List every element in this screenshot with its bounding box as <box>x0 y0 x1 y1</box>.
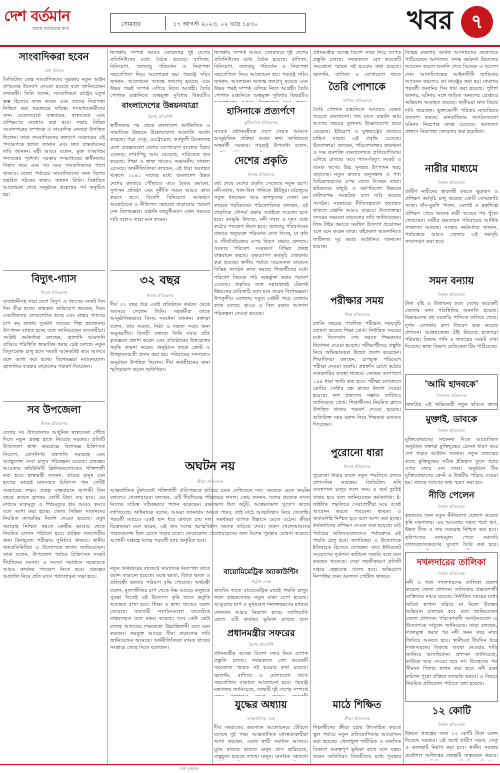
article-nature[interactable] <box>214 154 308 454</box>
headline: যুদ্ধের অধ্যায় <box>234 700 288 711</box>
article-policy[interactable] <box>405 488 498 550</box>
article-body: নদী ও খাল দখলদারদের তালিকা প্রকাশ করেছে জেলা প্রশাসন। তালিকায় প্রভাবশালী ব্যক্তিদের নামও রয়েছে। নির্ধারিত সময়ের মধ্যে অবৈধ স্থাপনা সরিয়ে না নিলে উচ্ছেদ অভিযান চালানো হবে বলে জানিয়েছেন জেলা প্রশাসক। পরিবেশবাদী সংগঠনগুলো এ উদ্যোগকে সাধুবাদ জানিয়েছে। তারা বলছেন, দখলমুক্ত করার পর নদী খনন করে নাব্য ফিরিয়ে আনতে হবে। স্থানীয়রা দীর্ঘদিন ধরে দখলদারদের বিরুদ্ধে ব্যবস্থা নেওয়ার দাবি জানিয়ে আসছিলেন। প্রশাসন জানিয়েছে, কাউকে ছাড় দেওয়া হবে না। উচ্ছেদের পর সীমানা পিলার স্থাপন করা হবে। নদী রক্ষা কমিশন পুরো প্রক্রিয়া তদারকি করবে। এ বিষয়ে নিয়মিত প্রতিবেদন পাঠাতে বলা হয়েছে। <box>406 580 497 687</box>
masthead-rule <box>0 45 500 47</box>
byline: বিশেষ প্রতিনিধি <box>248 642 274 647</box>
byline: শিক্ষা প্রতিবেদক <box>344 312 370 317</box>
byline: নিজস্ব প্রতিবেদক <box>438 292 465 297</box>
article-body: গ্রামীণ নারীদের স্বাবলম্বী করতে ক্ষুদ্রঋণ ও প্রশিক্ষণ কর্মসূচি চালু করেছে একটি বেসরকারি সংস্থা। হাঁস-মুরগি পালন, সেলাই ও হস্তশিল্পে প্রশিক্ষণ পেয়ে অনেক নারী আয়ের পথ খুঁজে পেয়েছেন। নারীর ক্ষমতায়ন পরিবারের আর্থিক সচ্ছলতা আনছে। সংস্থার কর্মকর্তারা জানান, পর্যায়ক্রমে আরও জেলায় এই কর্মসূচি সম্প্রসারণ করা হবে। <box>405 189 498 246</box>
headline: পরীক্ষার সময় <box>330 296 384 307</box>
article-col4-lead[interactable] <box>313 50 401 78</box>
headline: পুরোনো ধারা <box>330 448 384 459</box>
article-prison[interactable] <box>405 50 498 160</box>
headline: প্রধানমন্ত্রীর সফরের <box>227 629 295 639</box>
article-extradition[interactable] <box>214 104 308 152</box>
column-divider <box>212 49 213 764</box>
article-body: নতুন অর্থবছরের বাজেটে সামাজিক নিরাপত্তা খাতে বরাদ্দ বাড়ানো হয়েছে। বয়স্ক ভাতা, বিধবা ভাতা ও প্রতিবন্ধী ভাতার পরিমাণ বৃদ্ধি পেয়েছে। অর্থমন্ত্রী বলেন, মূল্যস্ফীতির চাপ থেকে নিম্ন আয়ের মানুষকে সুরক্ষা দিতেই এই উদ্যোগ। কৃষি খাতে ভর্তুকি অব্যাহত রাখা হবে। শিক্ষা ও স্বাস্থ্য খাতেও বরাদ্দ বেড়েছে। ব্যবসায়ী সংগঠনগুলো বাজেটকে বাস্তবসম্মত বলে মন্তব্য করেছে। তবে কেউ কেউ রাজস্ব আদায়ের লক্ষ্যমাত্রা উচ্চাভিলাষী বলে মনে করছেন। করমুক্ত আয়ের সীমা বাড়ানোর দাবি জানিয়েছেন অনেকে। অর্থনীতিবিদরা ব্যাংক খাতের সংস্কারে জোর দিতে বলেছেন। <box>110 566 210 652</box>
article-body: স্বাধীনতার পর থেকে বাংলাদেশ অর্থনৈতিক ও সামাজিক উন্নয়নে উল্লেখযোগ্য অগ্রগতি অর্জন করেছে। পদ্মা সেতু, মেট্রোরেল, কর্ণফুলী টানেলসহ মেগা প্রকল্পগুলো দেশের যোগাযোগ ব্যবস্থায় বিপ্লব এনেছে। মাথাপিছু আয় বেড়েছে, দারিদ্র্যের হার কমেছে। শিক্ষা ও স্বাস্থ্য খাতেও অভাবনীয় সাফল্য এসেছে। অর্থনীতিবিদরা বলছেন, এই ধারা অব্যাহত থাকলে ২০৪১ সালের মধ্যে বাংলাদেশ উন্নত দেশের কাতারে পৌঁছাবে। তবে বৈষম্য কমানো, সুশাসন প্রতিষ্ঠা এবং দুর্নীতি দমনে আরও কাজ করতে হবে। বিদেশি বিনিয়োগ আকর্ষণে অবকাঠামো ও নীতিগত সহায়তা বাড়ানোর পরামর্শ দেন বিশেষজ্ঞরা। রপ্তানি বহুমুখীকরণ এখন সময়ের দাবি বলেও তারা মনে করেন। <box>110 123 210 223</box>
article-old-system[interactable] <box>313 446 401 626</box>
article-divider <box>3 401 105 402</box>
article-body: রাজধানীসহ সারা দেশে বিদ্যুৎ ও গ্যাসের সংকট দিন দিন তীব্র হচ্ছে। গ্রাহকরা অভিযোগ করছেন, দিনে একাধিকবার লোডশেডিং হচ্ছে এবং রান্নার গ্যাসের চাপ কম থাকায় দুর্ভোগ বাড়ছে। শিল্প কারখানায় উৎপাদন ব্যাহত হচ্ছে বলে জানিয়েছেন ব্যবসায়ীরা। সংশ্লিষ্ট কর্মকর্তারা বলছেন, জ্বালানি আমদানি বাড়িয়ে পরিস্থিতি স্বাভাবিক করার চেষ্টা চলছে। নতুন বিদ্যুৎকেন্দ্র চালু হলে সংকট অনেকটাই কমে আসবে বলে আশা করা হচ্ছে। বিশেষজ্ঞরা নবায়নযোগ্য জ্বালানির ব্যবহার বাড়ানোর পরামর্শ দিয়েছেন। <box>3 299 105 370</box>
article-war-chapter[interactable] <box>214 698 308 761</box>
headline: বাংলাদেশের উন্নয়নযাত্রা <box>121 100 199 110</box>
article-body: দীর্ঘ সংঘাতের অবসানে আলোচনার টেবিলে বসেছে দুই পক্ষ। আন্তর্জাতিক মধ্যস্থতাকারীরা আশা করছেন, এবার স্থায়ী সমাধান আসবে। যুদ্ধে হাজার হাজার মানুষ প্রাণ হারিয়েছে, বাস্তুচ্যুত হয়েছে লাখো মানুষ। মানবিক সহায়তা <box>214 725 308 760</box>
column-divider <box>403 49 404 764</box>
byline: আন্তর্জাতিক ডেস্ক <box>247 716 275 721</box>
article-body: সাবেক প্রধানমন্ত্রীকে দেশে ফেরত আনতে আনুষ্ঠানিক প্রক্রিয়া শুরুর কথা জানিয়েছে অন্তর্বর্তী সরকার। পররাষ্ট্র উপদেষ্টা বলেন, <box>214 129 308 150</box>
headline: বায়োমিমেট্রিক অ্যাকাউন্টিং <box>223 567 299 576</box>
byline: নিজস্ব প্রতিবেদক <box>343 464 371 469</box>
article-body: প্রধানমন্ত্রীর আসন্ন বিদেশ সফর নিয়ে ব্যাপক প্রস্তুতি চলছে। সফরকালে বেশ কয়েকটি সমঝোতা স্মারক সই হওয়ার কথা রয়েছে। জ্বালানি, বাণিজ্য ও যোগাযোগ খাতে <box>313 50 401 78</box>
byline: নিজস্ব প্রতিবেদক <box>438 428 465 433</box>
headline: সব উপজেলা <box>27 405 81 416</box>
article-body: প্রধানমন্ত্রীর আসন্ন বিদেশ সফর নিয়ে ব্যাপক প্রস্তুতি চলছে। সফরকালে বেশ কয়েকটি সমঝোতা স্মারক সই হওয়ার কথা রয়েছে। জ্বালানি, বাণিজ্য ও যোগাযোগ খাতে সহযোগিতা বাড়াতে আলোচনা হবে। পররাষ্ট্র মন্ত্রণালয় জানিয়েছে, সফরটি দুই দেশের সম্পর্কে <box>214 651 308 694</box>
byline: নিজস্ব প্রতিবেদক <box>146 293 174 298</box>
byline: প্রযুক্তি ডেস্ক <box>251 579 271 584</box>
byline: ক্রীড়া প্রতিবেদক <box>344 716 370 721</box>
article-col2-bottom[interactable] <box>110 566 210 761</box>
byline: ক্রীড়া প্রতিবেদক <box>197 479 223 484</box>
article-body: কৃষকদের জন্য নতুন নীতিমালা ঘোষণা করেছে কৃষি মন্ত্রণালয়। এর আওতায় সহজ শর্তে ঋণ, উন্নত বীজ ও সার সরবরাহ নিশ্চিত করা হবে। কৃষিপণ্যের ন্যায্যমূল্য পেতে সরাসরি বাজারজাতকরণের সুযোগ তৈরি করা হবে। <box>405 513 498 548</box>
byline: বিনোদন প্রতিবেদক <box>436 393 467 398</box>
headline: সাংবাদিকরা হবেন <box>18 52 90 63</box>
issue-date: ১৭ আগস্ট ২০২৩, ০২ ভাদ্র ১৪৩০ <box>173 21 258 28</box>
column-divider <box>107 49 108 764</box>
headline: ১২ কোটি <box>432 706 471 717</box>
article-power-gas[interactable] <box>3 272 105 399</box>
article-body: দেশের সব উপজেলায় আধুনিক স্বাস্থ্যসেবা পৌঁছে দিতে নতুন প্রকল্প হাতে নিয়েছে সরকার। প্রতিটি উপজেলা স্বাস্থ্য কমপ্লেক্সে বিশেষজ্ঞ চিকিৎসক নিয়োগ, রোগনির্ণয় যন্ত্রপাতি সরবরাহ এবং অ্যাম্বুলেন্স সেবা চালুর পরিকল্পনা রয়েছে। প্রকল্পের আওতায় কমিউনিটি ক্লিনিকগুলোকেও শক্তিশালী করা হবে। স্বাস্থ্যমন্ত্রী জানান, গ্রামের মানুষ যেন হাতের কাছেই মানসম্মত চিকিৎসা পান সেটিই সরকারের লক্ষ্য। প্রকল্প বাস্তবায়নে আগামী তিন বছরে কয়েক হাজার কোটি টাকা ব্যয় হবে। এর মাধ্যমে মাতৃমৃত্যু ও শিশুমৃত্যুর হার আরও কমবে বলে আশা করা হচ্ছে। জেলা সিভিল সার্জনদের নিয়মিত তদারকির নির্দেশ দেওয়া হয়েছে। ওষুধ সরবরাহ নিশ্চিত করতে কেন্দ্রীয় ভাণ্ডার থেকে নিয়মিত চালান পাঠানো হবে। প্রান্তিক জনগোষ্ঠীর জন্য বিনামূল্যে পরীক্ষার সুবিধাও থাকবে। স্থানীয় জনপ্রতিনিধিরা এ উদ্যোগকে স্বাগত জানিয়েছেন। তারা বলেন, উপজেলা পর্যায়ে চিকিৎসক সংকট দীর্ঘদিনের সমস্যা। এ সমস্যা সমাধানে সরকারকে আরও কার্যকর পদক্ষেপ নিতে হবে। প্রকল্পের অগ্রগতি নিয়ে প্রতি মাসে পর্যালোচনা সভা হবে। <box>3 430 105 581</box>
article-not-accident[interactable] <box>110 458 310 564</box>
brand-tagline: অবাধ বর্তমানের কথা <box>32 27 70 32</box>
byline: বিশেষ প্রতিনিধি <box>147 114 173 119</box>
article-body: জনপ্রিয় এই অভিনেত্রী নতুন ছবিতে কাজ <box>406 402 497 408</box>
headline: নারীর মাধ্যমে <box>425 164 478 175</box>
article-divider <box>110 270 210 271</box>
article-freedom-fighters[interactable] <box>405 412 498 486</box>
byline: নিজস্ব প্রতিবেদক <box>438 504 465 509</box>
article-journalists[interactable] <box>3 50 105 268</box>
headline: তৈরি পোশাকে <box>328 82 386 93</box>
article-body: পুরোনো ধারার বদলে নতুন পদ্ধতিতে চলবে প্রশাসনিক কার্যক্রম। ডিজিটাল নথি ব্যবস্থাপনা চালুর ফলে সময় ও অর্থ দুটোই সাশ্রয় হবে বলে জানিয়েছেন কর্মকর্তারা। ই-ফাইলিং পদ্ধতিতে সেবাপ্রার্থীরা ঘরে বসেই আবেদন করতে পারবেন। স্বচ্ছতা ও জবাবদিহি নিশ্চিত হবে বলে আশা করা হচ্ছে। কর্মকর্তাদের প্রশিক্ষণ দেওয়া শুরু হয়েছে। মাঠ পর্যায়ের অফিসগুলোতেও পর্যায়ক্রমে এই পদ্ধতি চালু হবে। নাগরিকরা এ উদ্যোগকে ইতিবাচক হিসেবে দেখছেন। তবে ইন্টারনেট সংযোগের দুর্বলতা কাটানো জরুরি বলে মনে করছেন অনেকে। সেবা সহজীকরণে প্রতিটি দপ্তরে হেল্পডেস্ক খোলা হবে। অভিযোগ নিষ্পত্তির জন্য আলাদা পোর্টাল থাকবে। <box>313 473 401 580</box>
byline: নিজস্ব প্রতিবেদক <box>247 172 275 177</box>
footer-text: দেশ বর্তমান <box>180 766 199 771</box>
brand-name: দেশ বর্তমান <box>4 7 70 25</box>
byline: নিজস্ব প্রতিবেদক <box>40 290 68 295</box>
article-12-crore[interactable] <box>405 704 498 761</box>
article-body: দীর্ঘ ৩২ বছর ধরে একই প্রতিষ্ঠানে কর্মরত থেকে অবসরে গেলেন তিনি। সহকর্মীরা তাকে আনুষ্ঠানিকভাবে বিদায় সংবর্ধনা জানান। বক্তারা বলেন, তার সততা, নিষ্ঠা ও দক্ষতা সবার জন্য অনুকরণীয়। বিদায়ী বক্তব্যে তিনি সবার প্রতি কৃতজ্ঞতা প্রকাশ করেন এবং প্রতিষ্ঠানের উত্তরোত্তর সমৃদ্ধি কামনা করেন। অনুষ্ঠানে তাকে ক্রেস্ট ও উপহারসামগ্রী প্রদান করা হয়। পরিবারের সদস্যরাও অনুষ্ঠানে উপস্থিত ছিলেন। দীর্ঘ কর্মজীবনের নানা স্মৃতিচারণা করেন অতিথিরা। <box>110 302 210 373</box>
article-exam-time[interactable] <box>313 294 401 444</box>
headline: সমন বন্যায় <box>429 276 474 287</box>
article-body: টানা বৃষ্টি ও উজানের ঢলে দেশের কয়েকটি জেলায় বন্যা পরিস্থিতির অবনতি হয়েছে। নিম্নাঞ্চলের বহু ঘরবাড়ি পানিতে তলিয়ে গেছে। দুর্গত এলাকায় ত্রাণ বিতরণ শুরু করেছে প্রশাসন। আশ্রয়কেন্দ্রে ঠাঁই নিয়েছে হাজারো পরিবার। বিশুদ্ধ পানি ও খাবারের সংকট দেখা দিয়েছে। স্বাস্থ্য বিভাগ মেডিকেল টিম পাঠিয়েছে। <box>405 301 498 351</box>
headline: ৩২ বছর <box>139 273 181 287</box>
article-women[interactable] <box>405 162 498 272</box>
headline: হাসিনাকে প্রত্যর্পণে <box>226 107 296 117</box>
article-divider <box>3 270 105 271</box>
headline: মুক্তাই, ডাবকে <box>425 415 478 425</box>
article-flood[interactable] <box>405 274 498 372</box>
byline: নিজস্ব প্রতিবেদক <box>438 722 465 727</box>
article-body: মুক্তিযোদ্ধাদের সম্মাননা দিতে আয়োজিত অনুষ্ঠানে বক্তারা মুক্তিযুদ্ধের চেতনা ধারণ করে দেশ গড়ার আহ্বান জানান। নতুন প্রজন্মের কাছে মুক্তিযুদ্ধের সঠিক ইতিহাস তুলে ধরার ওপর জোর দেন তারা। অনুষ্ঠানে বীর মুক্তিযোদ্ধাদের ক্রেস্ট ও উত্তরীয় পরিয়ে দেওয়া হয়। তাদের ত্যাগের কথা স্মরণ করা হয়। <box>405 437 498 486</box>
byline: বাণিজ্য প্রতিবেদক <box>342 98 372 103</box>
article-body: শিক্ষার্থীদের ক্রীড়া চর্চায় উৎসাহিত করতে স্কুল পর্যায়ে নতুন প্রতিযোগিতার আয়োজন করা হয়েছে। খেলাধুলা শারীরিক ও মানসিক বিকাশে গুরুত্বপূর্ণ ভূমিকা রাখে বলে মন্তব্য করেন অতিথিরা। বিজয়ীদের মধ্যে পুরস্কার <box>313 725 401 760</box>
article-rmg[interactable] <box>313 80 401 292</box>
byline: নিজস্ব প্রতিবেদক <box>40 421 68 426</box>
headline: 'আমি হাদবকে' <box>424 380 479 390</box>
article-development[interactable] <box>110 100 210 268</box>
article-all-upazila[interactable] <box>3 403 105 761</box>
article-pm-visit[interactable] <box>214 626 308 696</box>
article-body: ডিজিটাল ডেস্ক সাংবাদিকদের সুরক্ষায় নতুন আইন প্রণয়নের উদ্যোগ নেওয়া হয়েছে বলে জানিয়েছেন তথ্যমন্ত্রী। তিনি বলেন, সাংবাদিকরা রাষ্ট্রের চতুর্থ স্তম্ভ হিসেবে কাজ করেন এবং তাদের নিরাপত্তা নিশ্চিত করা সরকারের দায়িত্ব। গণমাধ্যমকর্মীদের জন্য ওয়েজবোর্ড বাস্তবায়ন, স্বাস্থ্যসেবা এবং প্রশিক্ষণের ব্যবস্থাও করা হবে। সভায় বিভিন্ন সংবাদপত্রের সম্পাদক ও সাংবাদিক নেতারা উপস্থিত ছিলেন। তারা সাংবাদিকদের কল্যাণে সরকারের এই পদক্ষেপকে স্বাগত জানান এবং দ্রুত বাস্তবায়নের দাবি জানান। মন্ত্রী আরও বলেন, মুক্ত গণমাধ্যম গণতন্ত্রের পূর্বশর্ত। সরকার গণমাধ্যমের স্বাধীনতায় বিশ্বাস করে এবং সব সময় সাংবাদিকদের পাশে থাকবে। জেলা পর্যায়ের সাংবাদিকদের জন্য বিশেষ তহবিল গঠনের কথাও জানান তিনি। বিস্তারিত আলোচনা শেষে অনুষ্ঠানে প্রশ্নোত্তর পর্ব অনুষ্ঠিত হয়। <box>3 77 105 199</box>
column-divider <box>310 49 311 764</box>
byline: প্রেস রিলিজ <box>44 68 64 73</box>
issue-date-box <box>110 13 306 33</box>
byline: কূটনৈতিক প্রতিবেদক <box>244 120 278 125</box>
footer-rule <box>0 764 500 765</box>
byline: নিজস্ব প্রতিবেদক <box>438 571 465 576</box>
article-body: দ্বিপক্ষীয় সম্পর্ক আরও জোরদারে দুই দেশের প্রতিনিধিদের মধ্যে বৈঠক হয়েছে। বাণিজ্য, বিনিয়োগ, জলবায়ু পরিবর্তন ও নিরাপত্তা সহযোগিতা নিয়ে আলোচনা হয়। পররাষ্ট্র সচিব জানান, আলোচনা অত্যন্ত ফলপ্রসূ হয়েছে এবং উভয় পক্ষই সম্পর্ক এগিয়ে নিতে আগ্রহী। তৈরি পোশাক রপ্তানিতে শুল্কমুক্ত সুবিধার বিষয়টিও <box>110 50 210 98</box>
newspaper-logo[interactable] <box>4 8 102 38</box>
headline: বিদ্যুৎ-গ্যাস <box>31 274 77 285</box>
article-body: বিভিন্ন মামলায় আটক আসামিদের কারাগারে পাঠিয়েছেন আদালত। তদন্ত কর্মকর্তা রিমান্ডের আবেদন করলে শুনানি শেষে বিচারক এ আদেশ দেন। আসামিপক্ষের আইনজীবী জামিনের আবেদন করলেও তা নামঞ্জুর করা হয়। মামলার পরবর্তী শুনানির দিন ধার্য করা হয়েছে। পুলিশ জানায়, ঘটনার সঙ্গে জড়িত অন্যদের গ্রেপ্তারে অভিযান অব্যাহত রয়েছে। স্থানীয়রা দ্রুত বিচার দাবি করেছেন। ভুক্তভোগী পরিবার ন্যায়বিচার প্রত্যাশা করছে। মানবাধিকার সংগঠনগুলো ঘটনার নিরপেক্ষ তদন্ত চেয়েছে। আদালত প্রাঙ্গণে নিরাপত্তা জোরদার করা হয়েছিল। <box>405 50 498 136</box>
issue-divider <box>165 16 166 30</box>
article-body: উন্নয়ন প্রকল্পের জন্য ১২ কোটি টাকা বরাদ্দ দিয়েছে সরকার। এই অর্থে গ্রামীণ সড়ক, সেতু ও কালভার্ট নির্মাণ করা হবে। স্থানীয় সরকার প্রকৌশল অধিদপ্তর প্রকল্পটি বাস্তবায়ন করবে। <box>405 731 498 759</box>
article-body: চলতি বছরের পাবলিক পরীক্ষার সময়সূচি ঘোষণা করেছে শিক্ষা বোর্ড। নির্ধারিত সময়ের মধ্যে সিলেবাস শেষ করতে শিক্ষকদের নির্দেশনা দেওয়া হয়েছে। পরীক্ষার্থীদের প্রস্তুতি নিয়ে অভিভাবকরা উদ্বেগ প্রকাশ করেছেন। শিক্ষাবিদরা বলছেন, চাপমুক্ত পরিবেশে পরীক্ষা নেওয়া জরুরি। প্রশ্নফাঁস রোধে কঠোর নজরদারির ব্যবস্থা থাকবে। কেন্দ্রের আশপাশে ১৪৪ ধারা জারি করা হবে। পরীক্ষা চলাকালে কোচিং সেন্টার বন্ধ রাখার নির্দেশ দেওয়া হয়েছে। ফল প্রকাশের সম্ভাব্য তারিখও জানিয়েছে বোর্ড। শিক্ষার্থীদের নিয়মিত ক্লাসে উপস্থিত থাকার পরামর্শ দেওয়া হয়েছে। অতিরিক্ত সময় বরাদ্দ নিয়ে শিক্ষকরা মতামত দিয়েছেন। <box>313 321 401 428</box>
headline: মাঠে শিক্ষিত <box>332 700 382 711</box>
masthead <box>0 0 500 46</box>
article-col2-lead[interactable] <box>110 50 210 98</box>
headline: দেশের প্রকৃতি <box>234 156 288 167</box>
article-32-years[interactable] <box>110 272 210 454</box>
page-footer <box>0 764 500 773</box>
article-col3-lead[interactable] <box>214 50 308 102</box>
headline: নীতি পেলেন <box>428 491 475 501</box>
headline: অঘটন নয় <box>185 459 235 473</box>
headline: দখলদারের তালিকা <box>417 558 486 568</box>
article-body: আন্তর্জাতিক টুর্নামেন্টে শক্তিশালী প্রতিপক্ষকে হারিয়ে চমক দেখিয়েছে দল। অনেকে একে অঘটন বললেও খেলোয়াড়রা বলছেন, এটি দীর্ঘদিনের পরিশ্রমের ফসল। কোচ জানান, দলের প্রত্যেক সদস্য নিজের দায়িত্ব সঠিকভাবে পালন করেছেন। রক্ষণভাগ ছিল অটুট, আক্রমণভাগ সুযোগ কাজে লাগিয়েছে। অধিনায়ক বলেন, আমরা জানতাম আমরা পারব, তাই মাঠে আত্মবিশ্বাস নিয়ে খেলেছি। পরবর্তী ম্যাচেও একই ছন্দ ধরে রাখতে চায় দল। সমর্থকরা ব্যাপক উল্লাসে মেতে ওঠেন। ক্রীড়া বিশ্লেষকরা মনে করেন, এই জয় দলের আত্মবিশ্বাস অনেক বাড়িয়ে দেবে। তরুণ খেলোয়াড়দের পারফরম্যান্স ছিল চোখে পড়ার মতো। ফেডারেশন খেলোয়াড়দের জন্য বিশেষ পুরস্কার ঘোষণা করেছে। আগামী সপ্তাহে দলের পরবর্তী ম্যাচ অনুষ্ঠিত হবে। <box>110 488 310 545</box>
article-actress[interactable] <box>405 374 498 410</box>
article-body: দ্বিপক্ষীয় সম্পর্ক আরও জোরদারে দুই দেশের প্রতিনিধিদের মধ্যে বৈঠক হয়েছে। বাণিজ্য, বিনিয়োগ, জলবায়ু পরিবর্তন ও নিরাপত্তা সহযোগিতা নিয়ে আলোচনা হয়। পররাষ্ট্র সচিব জানান, আলোচনা অত্যন্ত ফলপ্রসূ হয়েছে এবং উভয় পক্ষই সম্পর্ক এগিয়ে নিতে আগ্রহী। তৈরি পোশাক রপ্তানিতে শুল্কমুক্ত সুবিধার বিষয়টিও <box>214 50 308 100</box>
article-body: তৈরি পোশাক রপ্তানিতে আবারও রেকর্ড গড়েছে বাংলাদেশ। গত মাসে রপ্তানি আয় আগের বছরের তুলনায় উল্লেখযোগ্য হারে বেড়েছে। ইউরোপ ও যুক্তরাষ্ট্রের বাজারে চাহিদা বাড়ায় এই প্রবৃদ্ধি এসেছে। উদ্যোক্তারা বলছেন, পরিবেশবান্ধব কারখানা ও দক্ষ শ্রমশক্তি বাংলাদেশকে প্রতিযোগিতায় এগিয়ে রাখছে। তবে গ্যাস-বিদ্যুৎ সংকট ও ব্যাংক ঋণের উচ্চ সুদহার উৎপাদন খরচ বাড়াচ্ছে। নতুন বাজার অনুসন্ধান ও পণ্য বৈচিত্র্যকরণের ওপর জোর দিচ্ছেন তারা। শ্রমিকদের মজুরি ও কর্মপরিবেশ উন্নয়নে মালিকপক্ষ আন্তরিক বলে দাবি করেছে সংগঠন। সরকারের নীতিসহায়তা অব্যাহত থাকলে রপ্তানি আরও বাড়বে। উদ্যোক্তারা বন্দরের সক্ষমতা বাড়ানোর দাবি জানিয়েছেন। লিড টাইম কমাতে সমন্বিত উদ্যোগ প্রয়োজন বলে মনে করেন তারা। কাঁচামাল আমদানিতে জটিলতা দূর করার আহ্বানও জানানো হয়েছে। <box>313 107 401 250</box>
article-occupiers-list[interactable] <box>405 552 498 702</box>
byline: নিজস্ব প্রতিবেদক <box>438 180 465 185</box>
section-title: খবর <box>407 6 453 36</box>
article-body: বর্ষা শেষে দেশের প্রকৃতি সেজেছে নতুন রূপে। নদী-নালা, খাল-বিল পানিতে টইটম্বুর। মাঠজুড়ে সবুজ ধানক্ষেত আর কাশফুলের দোলা মন কাড়ছে পর্যটকদের। পরিবেশবিদরা বলছেন, এই প্রাকৃতিক সৌন্দর্য রক্ষায় সবাইকে সচেতন হতে হবে। বনভূমি উজাড়, নদী দখল ও দূষণ বন্ধে কঠোর পদক্ষেপ নিতে হবে। জলবায়ু পরিবর্তনের প্রভাবে ঋতুচক্রে পরিবর্তন দেখা দিচ্ছে, যা কৃষি ও জীববৈচিত্র্যের ওপর বিরূপ প্রভাব ফেলছে। সরকার পরিবেশ সংরক্ষণে বিভিন্ন প্রকল্প বাস্তবায়ন করছে। বৃক্ষরোপণ কর্মসূচি জোরদার করা হয়েছে। স্থানীয় পর্যায়ে সচেতনতা বাড়াতে বিভিন্ন সংগঠন কাজ করছে। শিক্ষার্থীদের মধ্যে পরিবেশ বিষয়ক পাঠ অন্তর্ভুক্ত করার পরামর্শ এসেছে। প্রকৃতির সঙ্গে সহাবস্থানই টেকসই উন্নয়নের চাবিকাঠি বলে মনে করেন বিশেষজ্ঞরা। উপকূলীয় এলাকায় সবুজ বেষ্টনী গড়ে তোলার কাজ চলছে। হাওর ও বিল রক্ষায় আলাদা পরিকল্পনা নেওয়া হয়েছে। <box>214 181 308 317</box>
article-body: ব্যাংকিং খাতে বায়োমেট্রিক যাচাই পদ্ধতি চালুর ফলে গ্রাহকসেবায় নতুন মাত্রা যোগ হয়েছে। আঙুলের ছাপ ও মুখমণ্ডল শনাক্তকরণের মাধ্যমে লেনদেন আরও নিরাপদ হচ্ছে। জালিয়াতি রোধে এটি কার্যকর ভূমিকা রাখছে বলে <box>214 588 308 623</box>
article-educated-field[interactable] <box>313 698 401 761</box>
page-number-badge: ৭ <box>461 6 493 38</box>
issue-day: সোমবার <box>121 21 141 28</box>
article-biometric[interactable] <box>214 566 308 624</box>
